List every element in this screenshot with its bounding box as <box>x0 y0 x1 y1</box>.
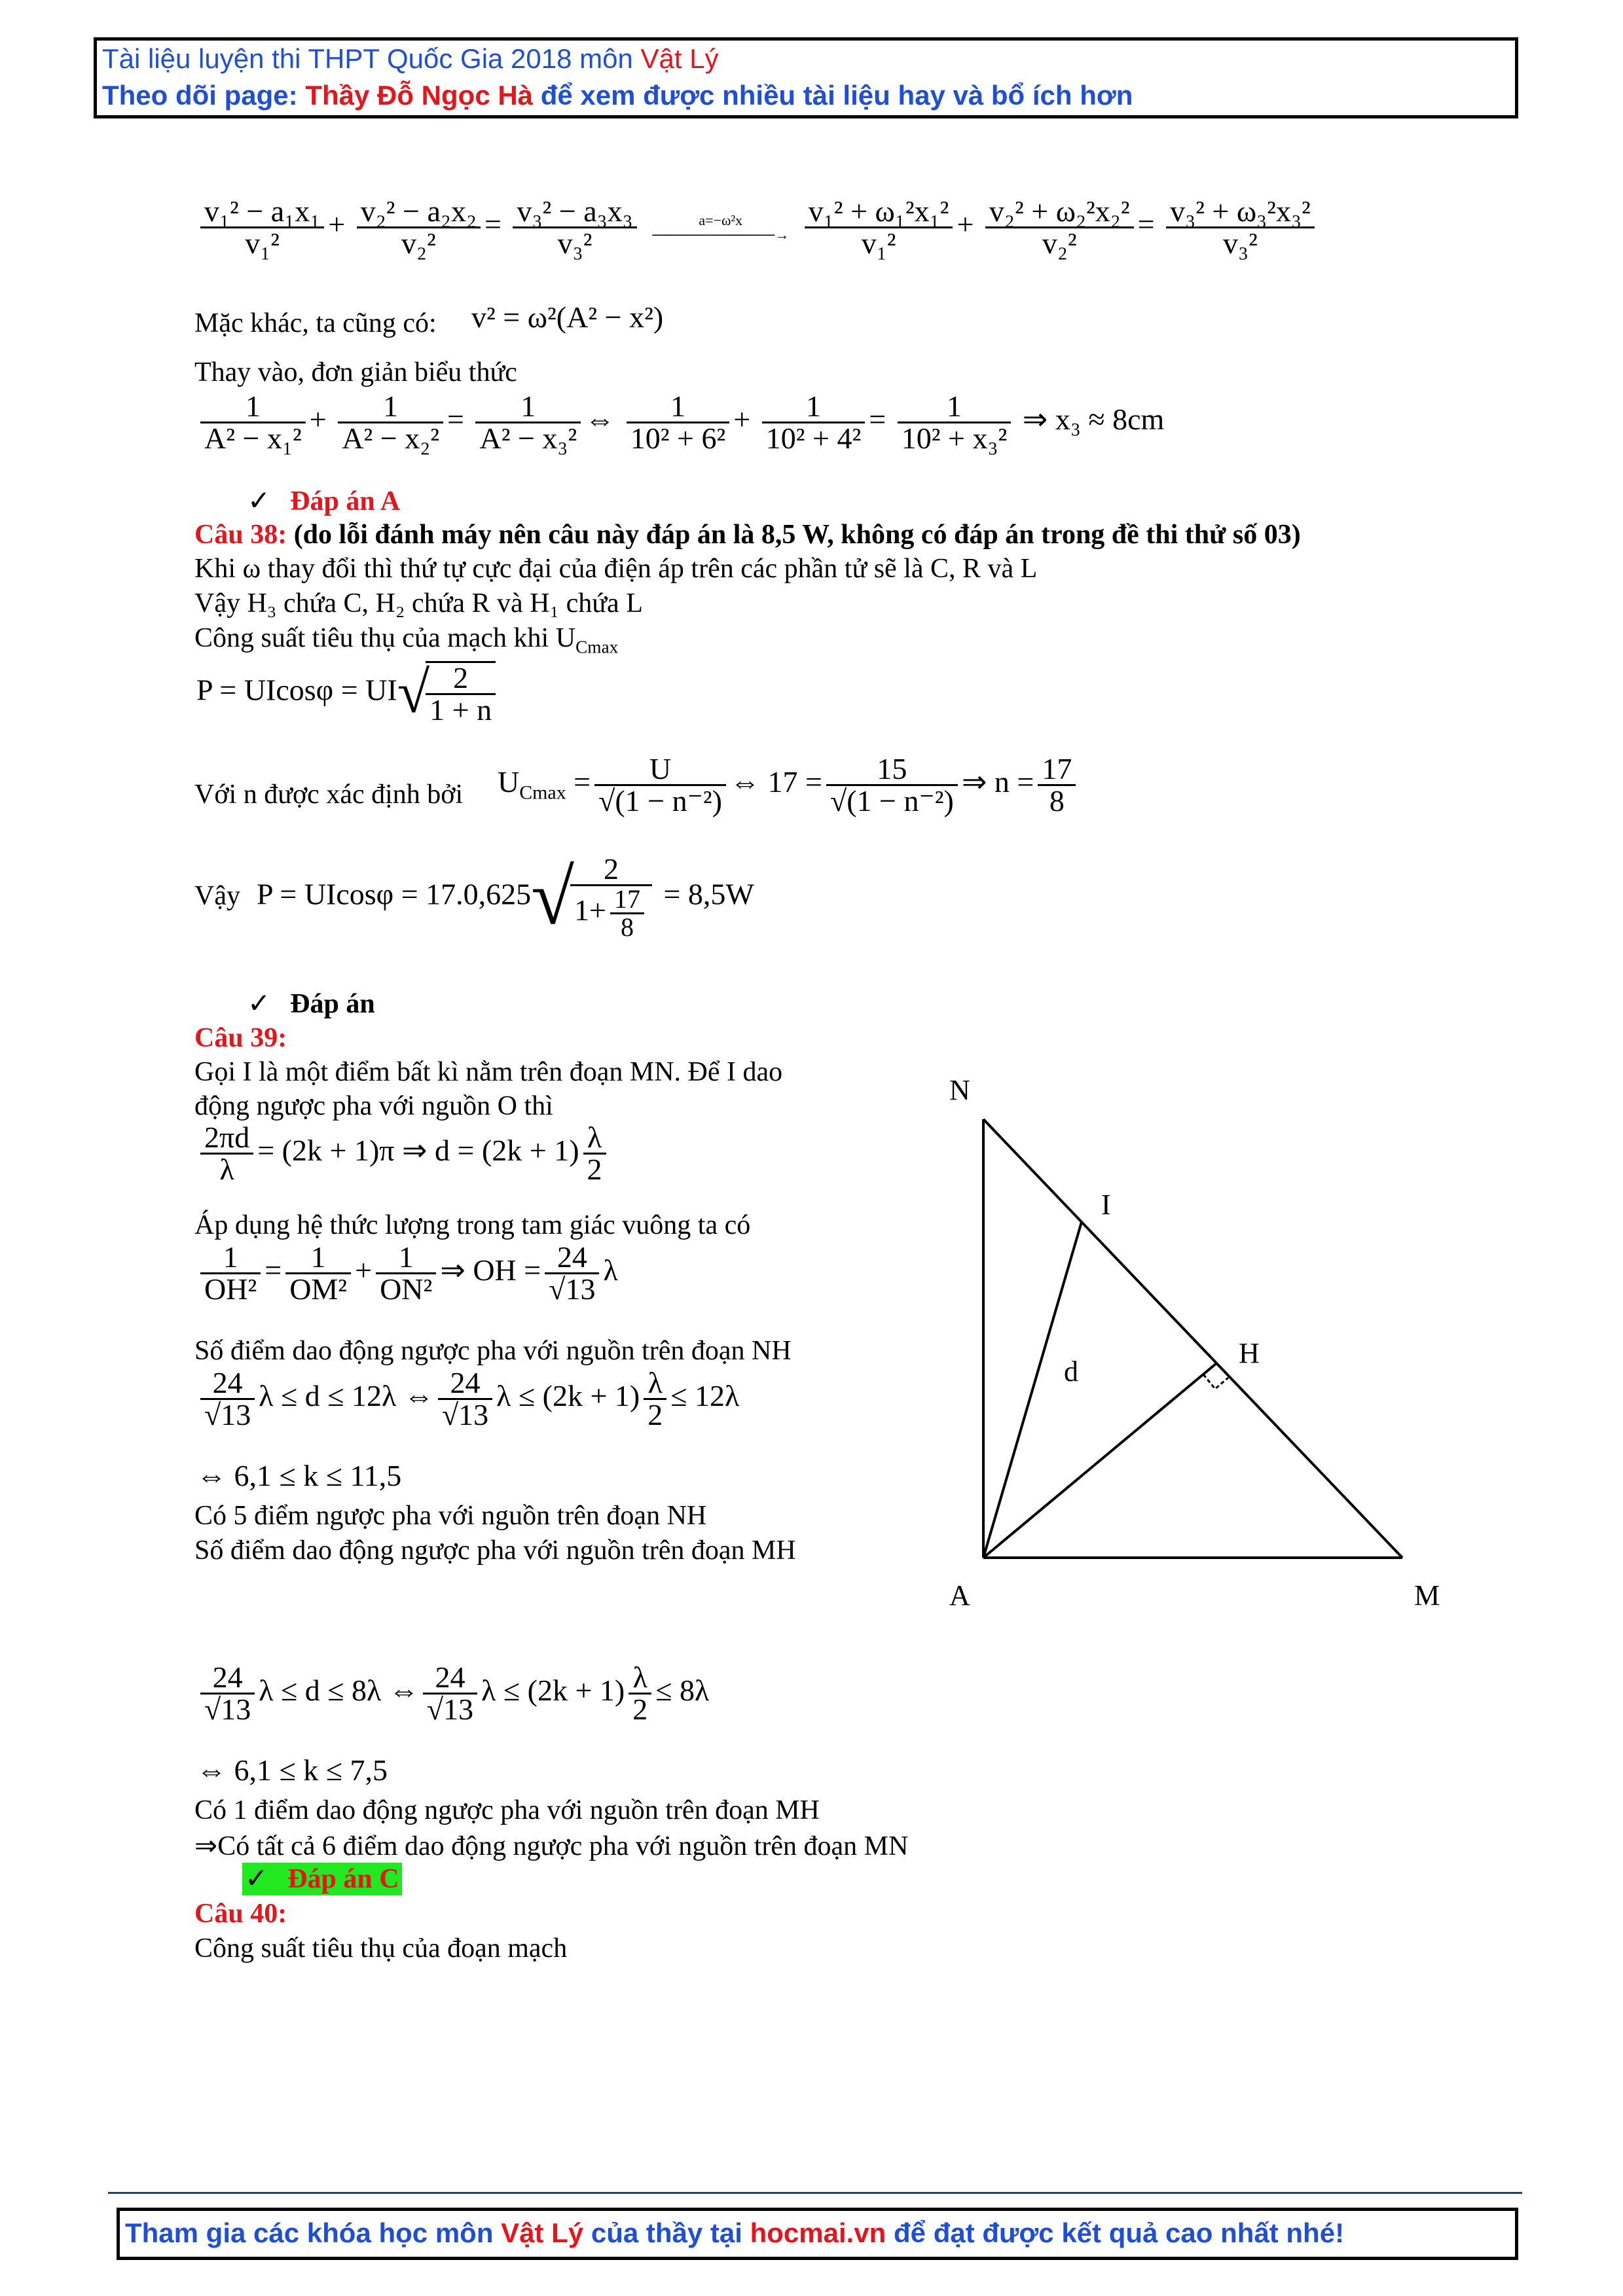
text-mac-khac: Mặc khác, ta cũng có: <box>194 308 437 338</box>
equation-ucmax: $U_{Cmax}$ = $\frac{U}{\text{√(1 − n⁻²)}}$ ⇔ 17 = $\frac{15}{\text{√(1 − n⁻²)}}$ ⇒ n = $\frac{17}{8}$ <box>498 754 1080 816</box>
equation-p-value: P = UIcosφ = 17.0,625√ 2 1+ $\frac{17}{8}$ = 8,5W <box>257 852 754 942</box>
page-header <box>94 37 1518 118</box>
text-so-diem-nh: Số điểm dao động ngược pha với nguồn trên đoạn NH <box>194 1336 792 1366</box>
equation-velocity-ratio: $\frac{\text{v₁² − a₁x₁}}{\text{v₁²}}$ + $\frac{\text{v₂² − a₂x₂}}{\text{v₂²}}$ = $\frac{\text{v₃² − a₃x₃}}{\text{v₃²}}$ a=−ω²x ────────────→ $\frac{\text{v₁² + ω₁²x₁²}}{\text{v₁²}}$ + $\frac{\text{v₂² + ω₂²x₂²}}{\text{v₂²}}$ = $\frac{\text{v₃² + ω₃²x₃²}}{\text{v₃²}}$ <box>196 196 1319 259</box>
right-angle-mark <box>1203 1374 1228 1389</box>
k-range-nh: ⇔ 6,1 ≤ k ≤ 11,5 <box>196 1459 402 1492</box>
cau40-line1: Công suất tiêu thụ của đoạn mạch <box>194 1933 568 1964</box>
header-line2: Theo dõi page: Thầy Đỗ Ngọc Hà để xem được nhiều tài liệu hay và bổ ích hơn <box>102 80 1133 111</box>
label-i: I <box>1101 1189 1111 1221</box>
k-range-mh: ⇔ 6,1 ≤ k ≤ 7,5 <box>196 1753 388 1787</box>
footer-divider <box>108 2192 1522 2194</box>
answer-c: ✓ Đáp án C <box>242 1862 402 1895</box>
cau38-line3: Công suất tiêu thụ của mạch khi $U_{Cmax}$ <box>194 623 619 657</box>
cau38-line2: Vậy H₃ chứa C, H₂ chứa R và H₁ chứa L <box>194 588 643 619</box>
answer-a: ✓ Đáp án A <box>247 484 401 516</box>
equation-phase: $\frac{2\pi d}{\lambda}$ = (2k + 1)π ⇒ d = (2k + 1) $\frac{\lambda}{2}$ <box>196 1122 610 1185</box>
equation-oh: $\frac{1}{\text{OH²}}$ = $\frac{1}{\text{OM²}}$ + $\frac{1}{\text{ON²}}$ ⇒ OH = $\frac{24}{√13}$ λ <box>196 1242 618 1304</box>
text-ap-dung: Áp dụng hệ thức lượng trong tam giác vuông ta có <box>194 1210 751 1240</box>
page-footer <box>117 2208 1518 2260</box>
cau38-line1: Khi ω thay đổi thì thứ tự cực đại của điện áp trên các phần tử sẽ là C, R và L <box>194 554 1038 584</box>
answer-blank: ✓ Đáp án <box>247 987 375 1019</box>
text-thay-vao: Thay vào, đơn giản biểu thức <box>194 357 517 387</box>
label-d: d <box>1064 1355 1078 1388</box>
equation-inverse-sum: $\frac{1}{\text{A² − x₁²}}$ + $\frac{1}{\text{A² − x₂²}}$ = $\frac{1}{\text{A² − x₃²}}$ ⇔ $\frac{1}{\text{10² + 6²}}$ + $\frac{1}{\text{10² + 4²}}$ = $\frac{1}{\text{10² + x₃²}}$ ⇒ x₃ ≈ 8cm <box>196 391 1164 454</box>
label-a: A <box>949 1579 970 1611</box>
label-m: M <box>1414 1579 1440 1611</box>
cau39-line1: Gọi I là một điểm bất kì nằm trên đoạn MN. Để I dao <box>194 1057 783 1087</box>
text-co-tat-ca: ⇒Có tất cả 6 điểm dao động ngược pha với nguồn trên đoạn MN <box>194 1831 909 1861</box>
header-line1: Tài liệu luyện thi THPT Quốc Gia 2018 môn Vật Lý <box>102 43 719 74</box>
triangle-figure <box>930 1060 1467 1623</box>
text-co1: Có 1 điểm dao động ngược pha với nguồn trên đoạn MH <box>194 1795 820 1825</box>
label-n: N <box>949 1074 970 1106</box>
label-h: H <box>1239 1337 1260 1369</box>
text-so-diem-mh: Số điểm dao động ngược pha với nguồn trên đoạn MH <box>194 1535 796 1566</box>
text-vay: Vậy <box>194 881 240 911</box>
cau40-label: Câu 40: <box>194 1899 287 1929</box>
equation-range-mh: $\frac{24}{√13}$ λ ≤ d ≤ 8λ ⇔ $\frac{24}{√13}$ λ ≤ (2k + 1) $\frac{\lambda}{2}$ ≤ 8λ <box>196 1662 709 1725</box>
equation-v2: v² = ω²(A² − x²) <box>471 300 664 334</box>
cau38-heading: Câu 38: (do lỗi đánh máy nên câu này đáp án là 8,5 W, không có đáp án trong đề thi thử số 03) <box>194 520 1301 550</box>
equation-range-nh: $\frac{24}{√13}$ λ ≤ d ≤ 12λ ⇔ $\frac{24}{√13}$ λ ≤ (2k + 1) $\frac{\lambda}{2}$ ≤ 12λ <box>196 1368 739 1430</box>
footer-text: Tham gia các khóa học môn Vật Lý của thầy tại hocmai.vn để đạt được kết quả cao nhất nhé! <box>125 2217 1345 2248</box>
cau39-line2: động ngược pha với nguồn O thì <box>194 1091 553 1121</box>
text-co5: Có 5 điểm ngược pha với nguồn trên đoạn NH <box>194 1501 707 1531</box>
cau39-label: Câu 39: <box>194 1023 287 1053</box>
segment-ai <box>983 1222 1082 1558</box>
equation-power: P = UIcosφ = UI√ $\frac{2}{1 + n}$ <box>196 661 500 725</box>
segment-ah <box>983 1363 1216 1558</box>
text-voi-n: Với n được xác định bởi <box>194 780 464 810</box>
